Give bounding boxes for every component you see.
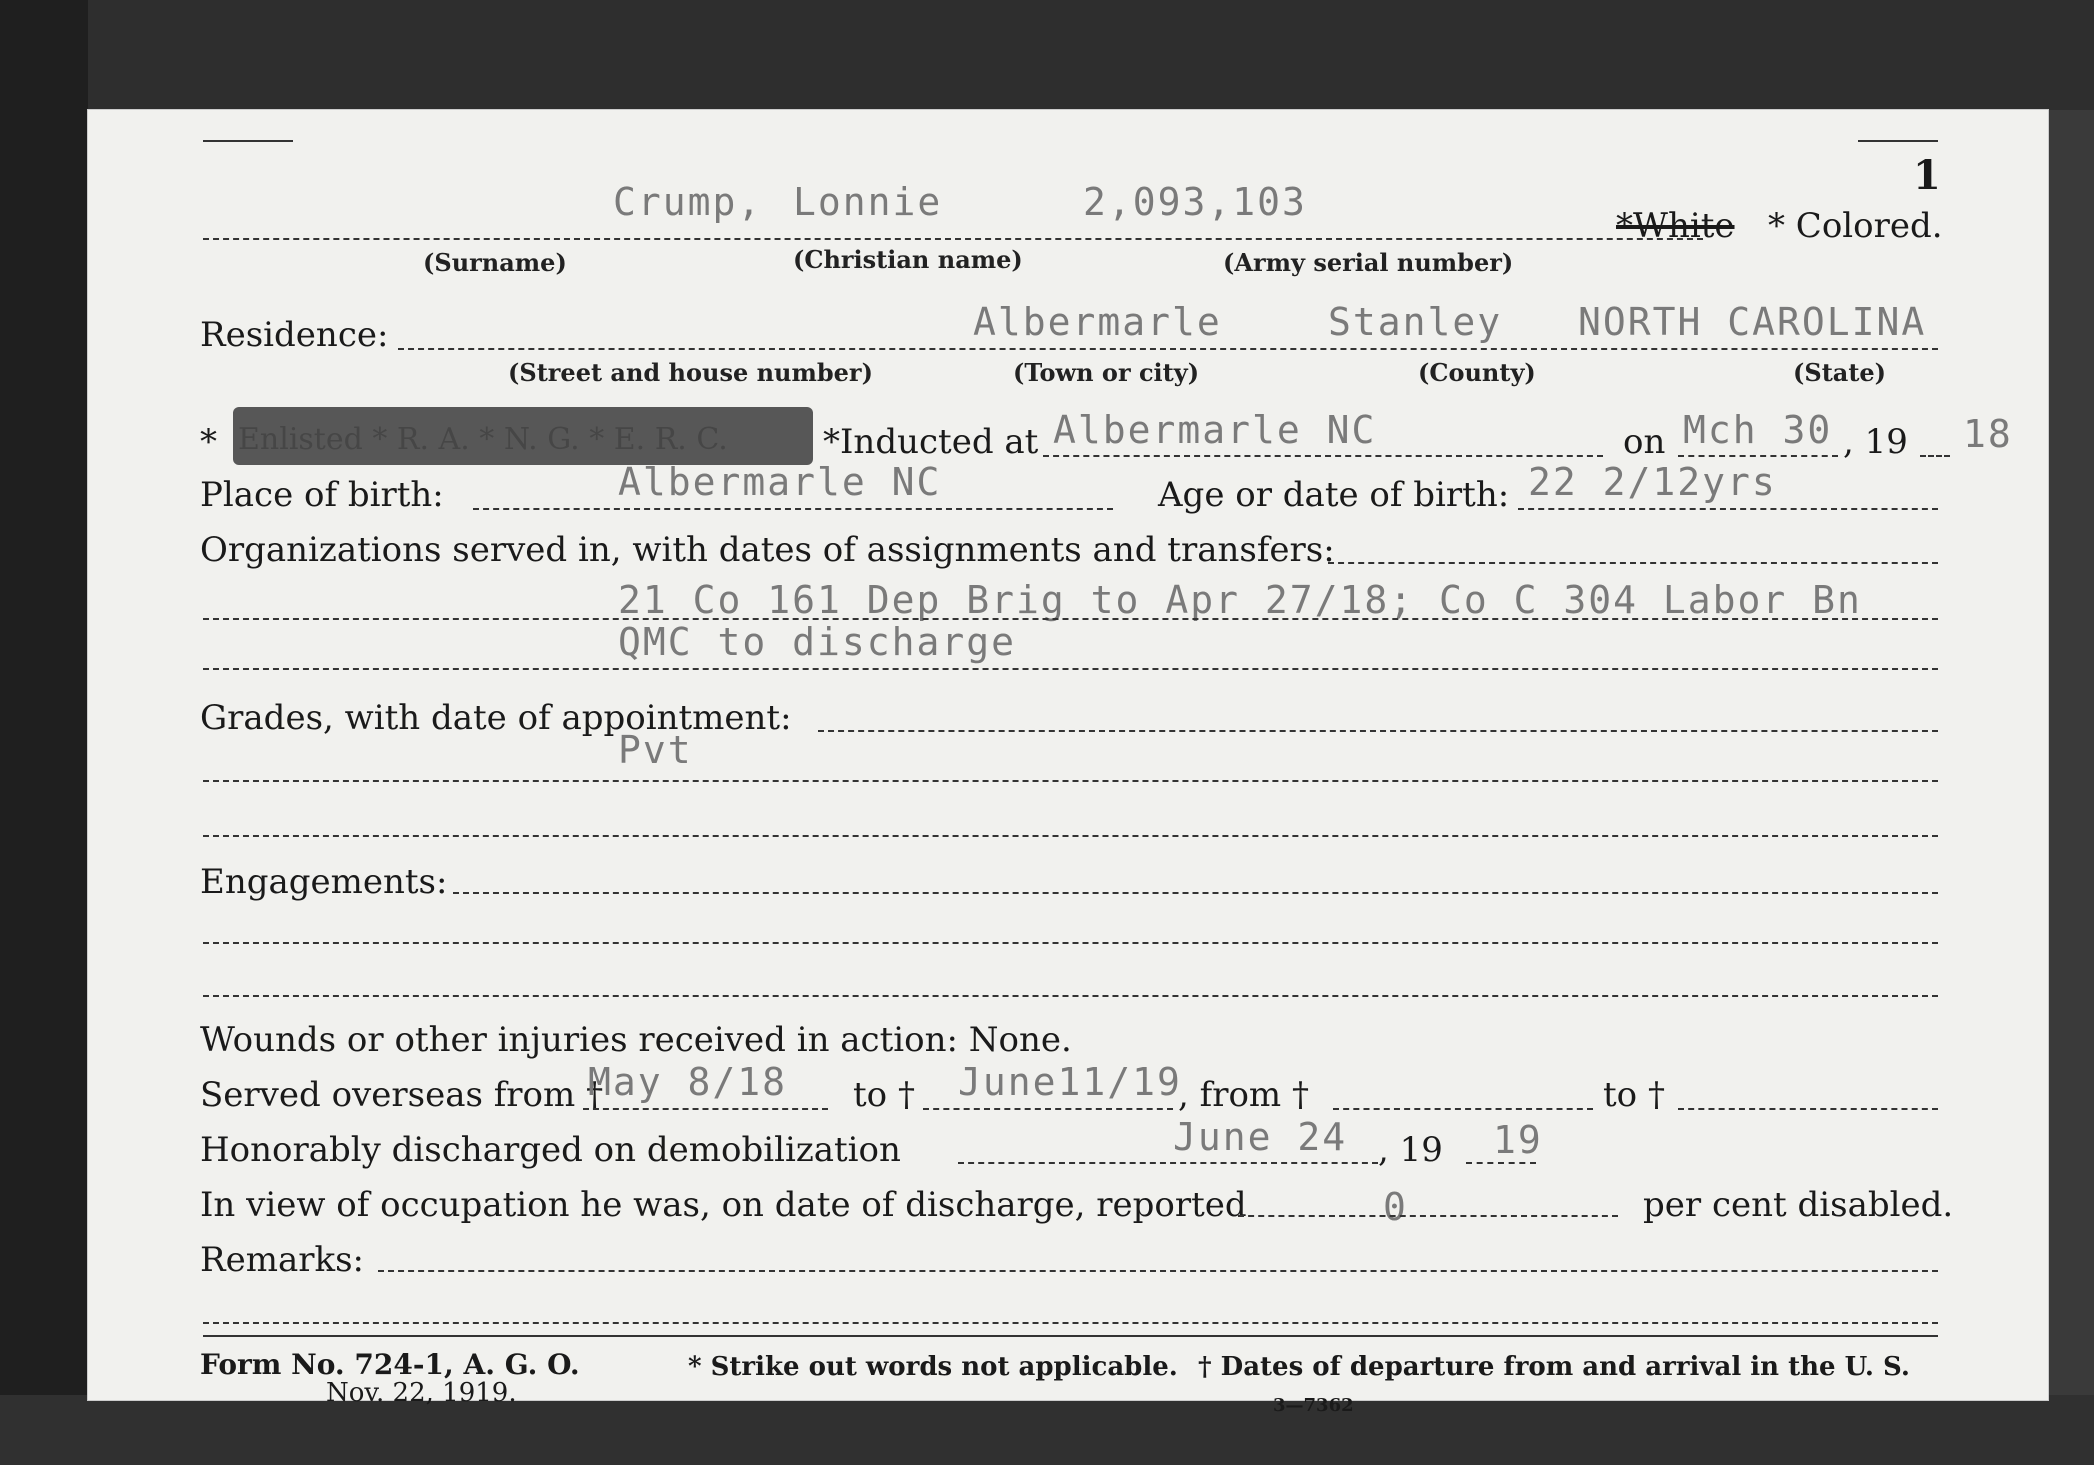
surname-label: (Surname) — [423, 248, 567, 277]
organizations-rule-2 — [203, 668, 1938, 670]
top-left-rule — [203, 140, 293, 142]
organizations-line-0 — [1328, 562, 1938, 564]
inducted-date-line — [1678, 455, 1838, 457]
grades-rule-2 — [203, 835, 1938, 837]
surname-value: Crump, — [613, 180, 763, 224]
christian-name-label: (Christian name) — [793, 245, 1023, 274]
service-record-card — [88, 110, 2048, 1416]
residence-county: Stanley — [1328, 300, 1503, 344]
overseas-to-1-line — [923, 1108, 1173, 1110]
disability-suffix: per cent disabled. — [1643, 1185, 1954, 1225]
redaction-mark — [233, 407, 813, 465]
street-label: (Street and house number) — [508, 358, 873, 387]
top-right-rule — [1858, 140, 1938, 142]
footer-rule — [203, 1335, 1938, 1337]
race-colored: * Colored. — [1768, 206, 1943, 246]
age-line — [1518, 508, 1938, 510]
overseas-label: Served overseas from † — [200, 1075, 604, 1115]
inducted-year: 18 — [1963, 412, 2013, 456]
overseas-to-label-2: to † — [1603, 1075, 1665, 1115]
engagements-label: Engagements: — [200, 862, 448, 902]
organizations-line-2: QMC to discharge — [618, 620, 1017, 664]
birth-place-value: Albermarle NC — [618, 460, 942, 504]
enlisted-asterisk: * — [200, 422, 217, 462]
disability-line — [1238, 1215, 1618, 1217]
on-label: on — [1623, 422, 1666, 462]
inducted-year-prefix: , 19 — [1843, 422, 1908, 462]
print-code: 3—7362 — [1273, 1395, 1354, 1416]
dates-note: † Dates of departure from and arrival in the U. S. — [1198, 1352, 1910, 1382]
form-date: Nov. 22, 1919. — [326, 1378, 517, 1408]
remarks-rule-1 — [203, 1322, 1938, 1324]
christian-name-value: Lonnie — [793, 180, 943, 224]
wounds-text: Wounds or other injuries received in action: None. — [200, 1020, 1072, 1060]
grades-rule-1 — [203, 780, 1938, 782]
overseas-from-2-line — [1333, 1108, 1593, 1110]
remarks-line-0 — [378, 1270, 1938, 1272]
residence-town: Albermarle — [973, 300, 1222, 344]
state-label: (State) — [1793, 358, 1887, 387]
inducted-line — [1043, 455, 1603, 457]
engagements-line-0 — [453, 892, 1938, 894]
birth-place-label: Place of birth: — [200, 475, 444, 515]
organizations-rule-1 — [203, 618, 1938, 620]
strike-note: * Strike out words not applicable. — [688, 1352, 1178, 1382]
serial-number-label: (Army serial number) — [1223, 248, 1514, 277]
engagements-rule-1 — [203, 942, 1938, 944]
residence-line — [398, 348, 1938, 350]
page-number: 1 — [1913, 152, 1941, 199]
scan-background-top — [0, 0, 2094, 110]
disability-label: In view of occupation he was, on date of discharge, reported — [200, 1185, 1247, 1225]
overseas-from-label-2: , from † — [1178, 1075, 1309, 1115]
residence-label: Residence: — [200, 315, 389, 355]
age-label: Age or date of birth: — [1158, 475, 1510, 515]
discharge-year: 19 — [1493, 1118, 1543, 1162]
town-label: (Town or city) — [1013, 358, 1200, 387]
residence-state: NORTH CAROLINA — [1578, 300, 1927, 344]
organizations-line-1: 21 Co 161 Dep Brig to Apr 27/18; Co C 304 Labor Bn — [618, 578, 1862, 622]
birth-place-line — [473, 508, 1113, 510]
age-value: 22 2/12yrs — [1528, 460, 1777, 504]
engagements-rule-2 — [203, 995, 1938, 997]
county-label: (County) — [1418, 358, 1536, 387]
discharge-date: June 24 — [1173, 1115, 1348, 1159]
discharge-date-line — [958, 1162, 1378, 1164]
inducted-year-line — [1920, 455, 1950, 457]
disability-value: 0 — [1383, 1185, 1408, 1229]
scan-background-left — [0, 0, 88, 1465]
overseas-to-label-1: to † — [853, 1075, 915, 1115]
inducted-place: Albermarle NC — [1053, 408, 1377, 452]
discharge-label: Honorably discharged on demobilization — [200, 1130, 901, 1170]
overseas-from-1: May 8/18 — [588, 1060, 788, 1104]
remarks-label: Remarks: — [200, 1240, 364, 1280]
overseas-to-2-line — [1678, 1108, 1938, 1110]
discharge-year-prefix: , 19 — [1378, 1130, 1443, 1170]
form-number: Form No. 724-1, A. G. O. — [200, 1348, 580, 1381]
name-line — [203, 238, 1703, 240]
grades-label: Grades, with date of appointment: — [200, 698, 792, 738]
scan-background-bottom — [0, 1395, 2094, 1465]
overseas-to-1: June11/19 — [958, 1060, 1182, 1104]
serial-number-value: 2,093,103 — [1083, 180, 1307, 224]
discharge-year-line — [1466, 1162, 1536, 1164]
grades-value: Pvt — [618, 728, 693, 772]
overseas-from-1-line — [583, 1108, 828, 1110]
grades-line-0 — [818, 730, 1938, 732]
inducted-label: *Inducted at — [823, 422, 1039, 462]
organizations-label: Organizations served in, with dates of assignments and transfers: — [200, 530, 1335, 570]
race-white-struck: *White — [1616, 206, 1735, 246]
inducted-date: Mch 30 — [1683, 408, 1833, 452]
